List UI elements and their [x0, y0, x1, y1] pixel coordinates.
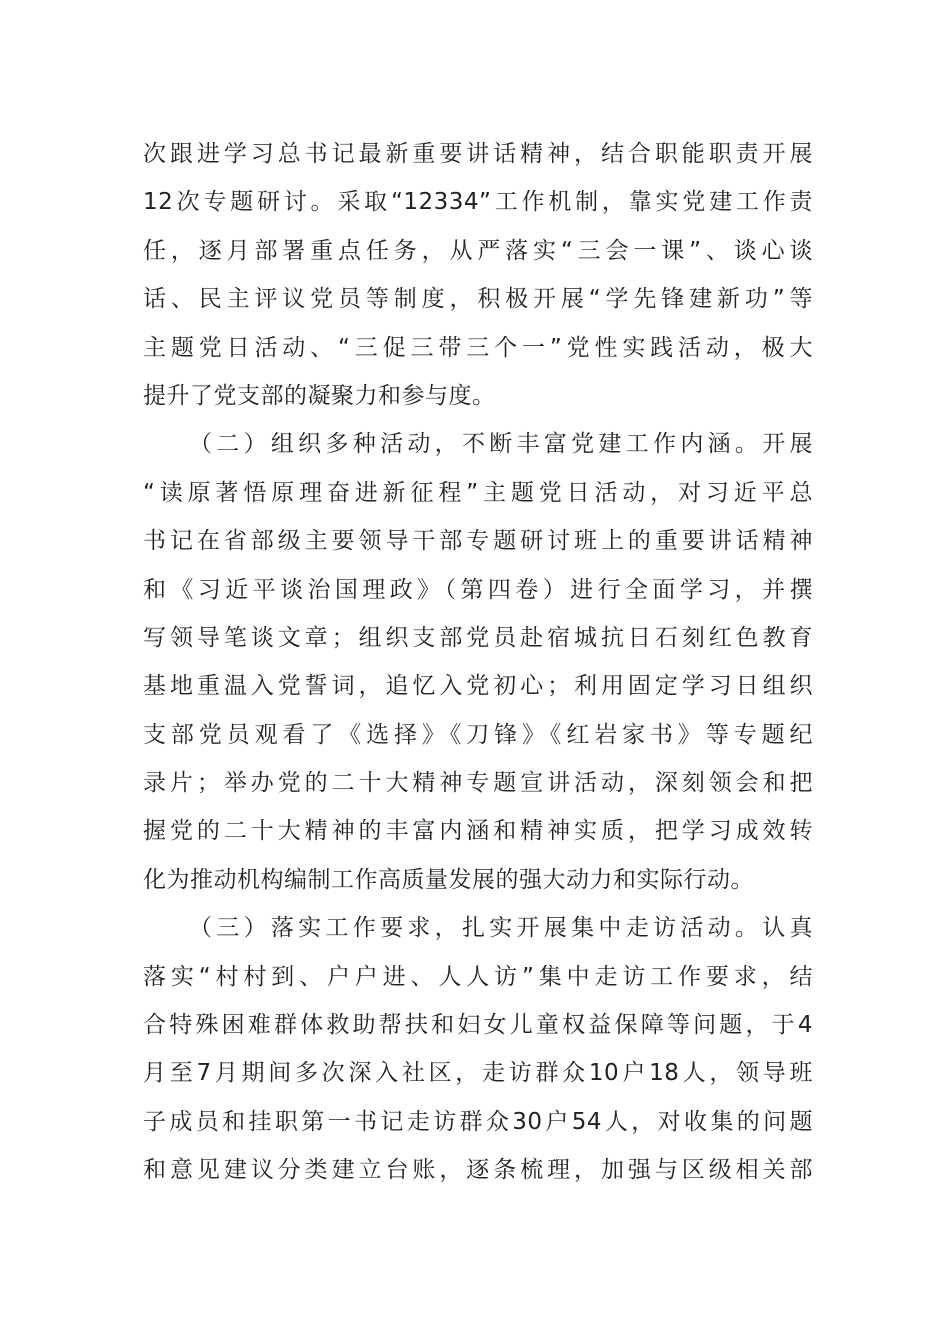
- paragraph-3: [143, 904, 813, 1194]
- text-line: 月至7月期间多次深入社区，走访群众10户18人，领导班: [143, 1060, 813, 1087]
- text-line: 书记在省部级主要领导干部专题研讨班上的重要讲话精神: [143, 528, 813, 555]
- text-line: 任，逐月部署重点任务，从严落实“三会一课”、谈心谈: [143, 237, 813, 264]
- text-line: 支部党员观看了《选择》《刀锋》《红岩家书》等专题纪: [143, 721, 813, 748]
- text-line: “读原著悟原理奋进新征程”主题党日活动，对习近平总: [143, 479, 813, 506]
- text-line: 化为推动机构编制工作高质量发展的强大动力和实际行动。: [143, 866, 754, 893]
- text-line: 提升了党支部的凝聚力和参与度。: [143, 382, 496, 409]
- paragraph-heading-line: （二）组织多种活动，不断丰富党建工作内涵。开展: [189, 431, 813, 458]
- text-line: 合特殊困难群体救助帮扶和妇女儿童权益保障等问题，于4: [143, 1012, 813, 1039]
- paragraph-1: [143, 130, 813, 420]
- text-line: 次跟进学习总书记最新重要讲话精神，结合职能职责开展: [143, 141, 813, 167]
- text-line: 落实“村村到、户户进、人人访”集中走访工作要求，结: [143, 963, 813, 990]
- text-line: 12次专题研讨。采取“12334”工作机制，靠实党建工作责: [143, 189, 813, 216]
- paragraph-2: [143, 420, 813, 904]
- text-line: 子成员和挂职第一书记走访群众30户54人，对收集的问题: [143, 1108, 813, 1135]
- text-line: 和意见建议分类建立台账，逐条梳理，加强与区级相关部: [143, 1157, 813, 1184]
- document-body: [143, 130, 813, 1195]
- text-line: 和《习近平谈治国理政》（第四卷）进行全面学习，并撰: [143, 576, 813, 603]
- text-line: 录片；举办党的二十大精神专题宣讲活动，深刻领会和把: [143, 770, 813, 797]
- text-line: 写领导笔谈文章；组织支部党员赴宿城抗日石刻红色教育: [143, 624, 813, 651]
- text-line: 基地重温入党誓词，追忆入党初心；利用固定学习日组织: [143, 673, 813, 700]
- text-line: 主题党日活动、“三促三带三个一”党性实践活动，极大: [143, 334, 813, 361]
- text-line: 握党的二十大精神的丰富内涵和精神实质，把学习成效转: [143, 818, 813, 845]
- text-line: 话、民主评议党员等制度，积极开展“学先锋建新功”等: [143, 286, 813, 313]
- paragraph-heading-line: （三）落实工作要求，扎实开展集中走访活动。认真: [189, 915, 813, 942]
